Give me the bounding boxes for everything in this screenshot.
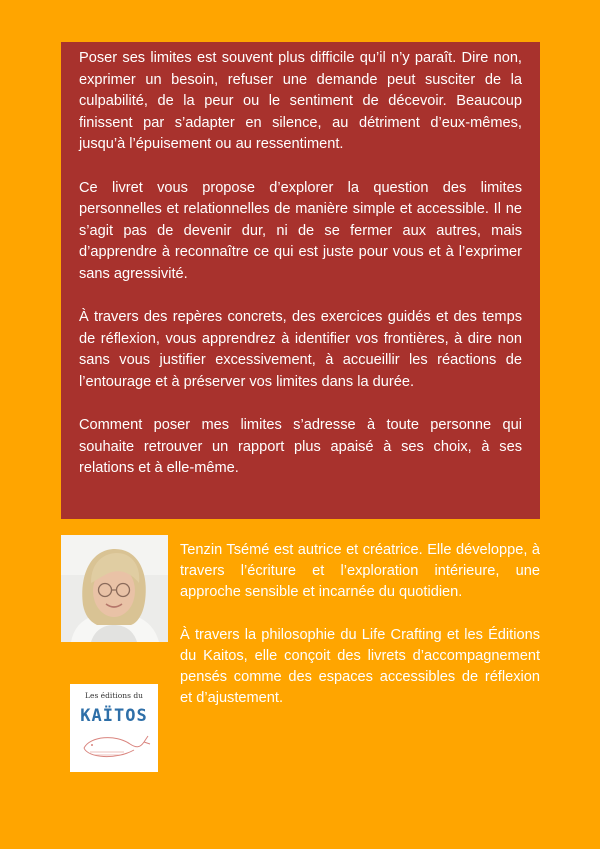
publisher-logo-brand: KAÏTOS (80, 706, 148, 726)
description-paragraph-3: À travers des repères concrets, des exercices guidés et des temps de réflexion, vous apprendrez à identifier vos frontières, à dire non sans vous justifier excessivement, à accueillir les réactions de l’entourage et à préserver vos limites dans la durée. (79, 309, 522, 390)
author-bio (180, 540, 540, 731)
author-portrait-image (61, 535, 168, 642)
description-panel (61, 42, 540, 519)
description-paragraph-4: Comment poser mes limites s’adresse à toute personne qui souhaite retrouver un rapport plus apaisé à ses choix, à ses relations et à elle-même. (79, 417, 522, 476)
description-paragraph-2: Ce livret vous propose d’explorer la question des limites personnelles et relationnelles de manière simple et accessible. Il ne s’agit pas de devenir dur, ni de se fermer aux autres, mais d’apprendre à reconnaître ce qui est juste pour vous et à l’exprimer sans agressivité. (79, 179, 522, 282)
publisher-logo (70, 684, 158, 772)
author-photo (61, 535, 168, 642)
whale-icon (76, 728, 152, 764)
description-paragraph-1: Poser ses limites est souvent plus difficile qu’il n’y paraît. Dire non, exprimer un besoin, refuser une demande peut susciter de la culpabilité, de la peur ou le sentiment de décevoir. Beaucoup finissent par s’adapter en silence, au détriment d’eux-mêmes, jusqu’à l’épuisement ou au ressentiment. (79, 50, 522, 152)
author-bio-paragraph-2: À travers la philosophie du Life Crafting et les Éditions du Kaitos, elle conçoit des livrets d’accompagnement pensés comme des espaces accessibles de réflexion et d’ajustement. (180, 627, 540, 706)
author-bio-paragraph-1: Tenzin Tsémé est autrice et créatrice. Elle développe, à travers l’écriture et l’exploration intérieure, une approche sensible et incarnée du quotidien. (180, 542, 540, 600)
publisher-logo-top-text: Les éditions du (85, 691, 143, 700)
